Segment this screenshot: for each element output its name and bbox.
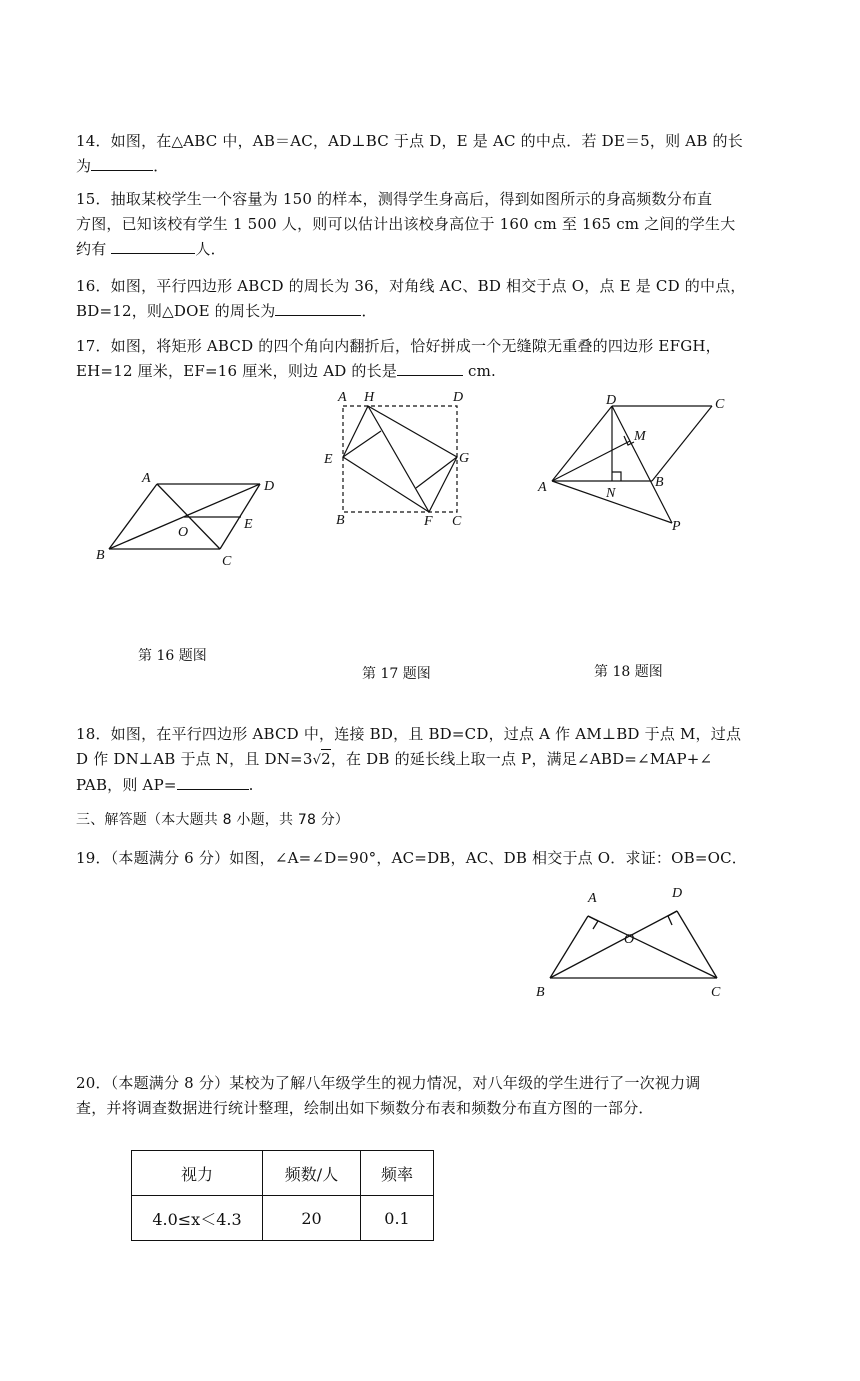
- section-heading: 三、解答题（本大题共 8 小题，共 78 分）: [76, 812, 350, 828]
- header-frequency: 频数/人: [263, 1151, 361, 1196]
- figure-19-triangles: [530, 880, 740, 1005]
- figure-17-folded-rectangle: [318, 386, 488, 531]
- label-A: A: [538, 480, 547, 495]
- label-M: M: [634, 429, 646, 444]
- label-C: C: [715, 397, 725, 412]
- label-D: D: [606, 393, 617, 408]
- label-B: B: [536, 985, 545, 1000]
- label-D: D: [453, 390, 464, 405]
- label-A: A: [338, 390, 347, 405]
- label-E: E: [324, 452, 333, 467]
- figure-16-parallelogram: [90, 466, 290, 576]
- answer-blank: [275, 301, 361, 316]
- frequency-table: [131, 1150, 434, 1241]
- label-A: A: [588, 891, 597, 906]
- label-H: H: [364, 390, 375, 405]
- label-N: N: [606, 486, 616, 501]
- answer-blank: [397, 361, 463, 376]
- answer-blank: [111, 239, 195, 254]
- question-20: 20．（本题满分 8 分）某校为了解八年级学生的视力情况，对八年级的学生进行了一次视力调 查，并将调查数据进行统计整理，绘制出如下频数分布表和频数分布直方图的一部分．: [76, 1074, 701, 1117]
- header-vision: 视力: [132, 1151, 263, 1196]
- label-C: C: [711, 985, 721, 1000]
- label-O: O: [178, 525, 189, 540]
- label-D: D: [672, 886, 683, 901]
- question-17: 17．如图，将矩形 ABCD 的四个角向内翻折后，恰好拼成一个无缝隙无重叠的四边形 EFGH， EH=12 厘米，EF=16 厘米，则边 AD 的长是 cm.: [76, 337, 721, 380]
- cell-frequency: 20: [263, 1196, 361, 1241]
- answer-blank: [91, 156, 153, 171]
- label-C: C: [452, 514, 462, 529]
- label-A: A: [142, 471, 151, 486]
- sqrt-symbol: √: [312, 753, 322, 768]
- question-16: 16．如图，平行四边形 ABCD 的周长为 36，对角线 AC、BD 相交于点 O，点 E 是 CD 的中点， BD=12，则△DOE 的周长为 ．: [76, 277, 746, 320]
- caption-17: 第 17 题图: [362, 666, 431, 682]
- table-header-row: [132, 1151, 434, 1196]
- cell-vision: 4.0≤x＜4.3: [132, 1196, 263, 1241]
- header-rate: 频率: [361, 1151, 434, 1196]
- caption-16: 第 16 题图: [138, 648, 207, 664]
- table-row: [132, 1196, 434, 1241]
- label-O: O: [624, 932, 635, 947]
- label-C: C: [222, 554, 232, 569]
- question-14: 14．如图，在△ABC 中，AB＝AC，AD⊥BC 于点 D，E 是 AC 的中点．若 DE＝5，则 AB 的长 为 ．: [76, 132, 743, 175]
- label-P: P: [672, 519, 681, 534]
- label-B: B: [336, 513, 345, 528]
- figure-18-parallelogram: [532, 390, 742, 540]
- label-D: D: [264, 479, 275, 494]
- question-15: 15．抽取某校学生一个容量为 150 的样本，测得学生身高后，得到如图所示的身高频数分布直 方图，已知该校有学生 1 500 人，则可以估计出该校身高位于 160 cm 至 165 cm 之间的学生大 约有 人．: [76, 190, 736, 258]
- label-E: E: [244, 517, 253, 532]
- caption-18: 第 18 题图: [594, 664, 663, 680]
- question-19: 19．（本题满分 6 分）如图，∠A=∠D=90°，AC=DB，AC、DB 相交于点 O．求证：OB=OC．: [76, 849, 747, 867]
- answer-blank: [177, 775, 249, 790]
- label-B: B: [96, 548, 105, 563]
- label-B: B: [655, 475, 664, 490]
- cell-rate: 0.1: [361, 1196, 434, 1241]
- label-F: F: [424, 514, 433, 529]
- question-18: 18．如图，在平行四边形 ABCD 中，连接 BD，且 BD=CD，过点 A 作 AM⊥BD 于点 M，过点 D 作 DN⊥AB 于点 N，且 DN=3√2，在 DB 的延长线上取一点 P，满足∠ABD=∠MAP+∠ PAB，则 AP= .: [76, 725, 742, 794]
- label-G: G: [459, 451, 470, 466]
